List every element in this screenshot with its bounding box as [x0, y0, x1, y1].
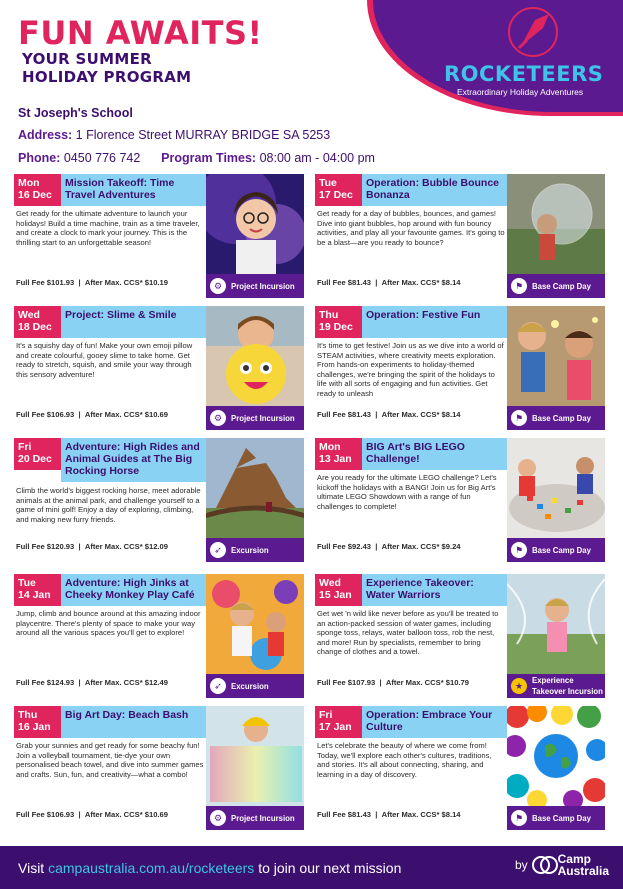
program-card [315, 438, 607, 562]
card-photo [507, 574, 605, 674]
card-title: Mission Takeoff: Time Travel Adventures [61, 174, 206, 206]
card-day: Mon [319, 441, 341, 453]
card-photo [507, 306, 605, 406]
card-description: It's a squishy day of fun! Make your own emoji pillow and create colourful, gooey slime to take home. Get ready to stretch, squish, and smile your way through this sensory adventure! [16, 341, 193, 379]
ccs-fee: After Max. CCS* $8.14 [381, 410, 461, 419]
card-description: Are you ready for the ultimate LEGO challenge? Let's kickoff the holidays with a BANG! Join us for Big Art's ultimate LEGO Showdown with a range of fun challenges to complete! [317, 473, 497, 511]
page-title: FUN AWAITS! [18, 14, 263, 52]
page-subtitle [22, 50, 191, 86]
card-type-line-1: Experience [532, 676, 574, 685]
card-photo [206, 706, 304, 806]
card-day: Fri [18, 441, 32, 453]
card-type-label: Base Camp Day [532, 545, 591, 555]
card-date [315, 306, 362, 338]
footer-cta [18, 860, 401, 876]
card-day: Thu [18, 709, 38, 721]
card-day-date: 20 Dec [18, 453, 52, 465]
card-fees: Full Fee $101.93 | After Max. CCS* $10.19 [16, 278, 168, 287]
full-fee: Full Fee $124.93 [16, 678, 75, 687]
card-type [507, 674, 605, 698]
card-type [507, 274, 605, 298]
header [0, 0, 623, 96]
address-label: Address: [18, 128, 73, 142]
card-date [315, 706, 362, 738]
program-card [315, 574, 607, 698]
full-fee: Full Fee $92.43 [317, 542, 372, 551]
card-fees: Full Fee $124.93 | After Max. CCS* $12.49 [16, 678, 168, 687]
card-photo [206, 306, 304, 406]
card-fees: Full Fee $81.43 | After Max. CCS* $8.14 [317, 410, 461, 419]
card-title: Adventure: High Rides and Animal Guides at The Big Rocking Horse [61, 438, 206, 482]
ccs-fee: After Max. CCS* $8.14 [381, 810, 461, 819]
card-date [315, 174, 362, 206]
card-description: Get ready for the ultimate adventure to launch your holidays! Build a time machine, train as a time traveler, and create a clock to mark your journey. This is the thrilling start to an unforgettable season! [16, 209, 200, 247]
camp-australia-icon [532, 854, 558, 876]
card-type [206, 806, 304, 830]
program-card [14, 574, 306, 698]
card-type [206, 406, 304, 430]
footer-by: by [514, 858, 528, 872]
flag-icon: ⚑ [511, 542, 527, 558]
card-photo [206, 438, 304, 538]
subtitle-line-2: HOLIDAY PROGRAM [22, 68, 192, 86]
full-fee: Full Fee $106.93 [16, 810, 75, 819]
card-day: Fri [319, 709, 333, 721]
card-description: Get ready for a day of bubbles, bounces, and games! Dive into giant bubbles, hop around with fun bouncy activities, and play all your favourite games. It's going to be a blast—are you ready to bounce? [317, 209, 505, 247]
card-type-label: Project Incursion [231, 813, 295, 823]
card-type [507, 406, 605, 430]
card-type-line-2: Takeover Incursion [532, 687, 603, 696]
card-date [315, 574, 362, 606]
card-description: It's time to get festive! Join us as we dive into a world of STEAM activities, where creativity meets exploration. From hands-on experiments to holiday-themed challenges, we're bringing the spirit of the holidays to life with all sorts of engaging and fun activities. Get ready to unleash [317, 341, 504, 398]
flag-icon: ⚑ [511, 410, 527, 426]
program-card [315, 306, 607, 430]
program-card [315, 174, 607, 298]
card-day: Tue [18, 577, 36, 589]
card-photo [206, 574, 304, 674]
card-type-label: Base Camp Day [532, 281, 591, 291]
card-title: Experience Takeover: Water Warriors [362, 574, 507, 606]
card-day: Mon [18, 177, 40, 189]
footer-visit: Visit [18, 860, 45, 876]
card-date [14, 174, 61, 206]
ccs-fee: After Max. CCS* $8.14 [381, 278, 461, 287]
card-date [14, 306, 61, 338]
card-fees: Full Fee $106.93 | After Max. CCS* $10.69 [16, 410, 168, 419]
ccs-fee: After Max. CCS* $10.69 [84, 810, 168, 819]
camp-line-1: Camp [557, 852, 591, 866]
phone-label: Phone: [18, 151, 61, 165]
card-fees: Full Fee $81.43 | After Max. CCS* $8.14 [317, 810, 461, 819]
brand-tagline: Extraordinary Holiday Adventures [457, 87, 584, 97]
footer-cta-text: to join our next mission [258, 860, 402, 876]
address-line [18, 128, 330, 142]
card-date [315, 438, 362, 470]
star-icon: ★ [511, 678, 527, 694]
footer-link[interactable]: campaustralia.com.au/rocketeers [48, 860, 255, 876]
card-day: Wed [319, 577, 341, 589]
camp-australia-name [558, 853, 609, 877]
program-card [14, 438, 306, 562]
card-type [206, 538, 304, 562]
full-fee: Full Fee $106.93 [16, 410, 75, 419]
times-label: Program Times: [161, 151, 257, 165]
program-card [315, 706, 607, 830]
full-fee: Full Fee $81.43 [317, 810, 372, 819]
times-value: 08:00 am - 04:00 pm [259, 151, 375, 165]
full-fee: Full Fee $120.93 [16, 542, 75, 551]
card-day-date: 17 Dec [319, 189, 353, 201]
rocket-small-icon: ➶ [210, 678, 226, 694]
card-type [206, 274, 304, 298]
card-type-label: Project Incursion [231, 281, 295, 291]
full-fee: Full Fee $81.43 [317, 278, 372, 287]
card-title: BIG Art's BIG LEGO Challenge! [362, 438, 507, 470]
card-type-label: Base Camp Day [532, 813, 591, 823]
card-day-date: 15 Jan [319, 589, 352, 601]
card-day-date: 18 Dec [18, 321, 52, 333]
card-type-label: Project Incursion [231, 413, 295, 423]
project-icon: ⚙ [210, 810, 226, 826]
card-title: Big Art Day: Beach Bash [61, 706, 206, 738]
card-description: Grab your sunnies and get ready for some beachy fun! Join a volleyball tournament, tie-dye your own personalised beach towel, and dive into summer games and crafts. Sun, fun, and creativity—what a combo! [16, 741, 204, 779]
project-icon: ⚙ [210, 410, 226, 426]
card-day: Thu [319, 309, 339, 321]
card-type-label: Base Camp Day [532, 413, 591, 423]
card-fees: Full Fee $107.93 | After Max. CCS* $10.79 [317, 678, 469, 687]
card-type [507, 806, 605, 830]
project-icon: ⚙ [210, 278, 226, 294]
card-date [14, 706, 61, 738]
flag-icon: ⚑ [511, 810, 527, 826]
card-day-date: 13 Jan [319, 453, 352, 465]
card-description: Climb the world's biggest rocking horse, meet adorable animals at the animal park, and challenge yourself to a game of mini golf! Enjoy a day of exploring, climbing, and making new furry friends. [16, 486, 201, 524]
card-type-label: Excursion [231, 545, 269, 555]
program-card [14, 706, 306, 830]
ccs-fee: After Max. CCS* $10.19 [84, 278, 168, 287]
card-fees: Full Fee $92.43 | After Max. CCS* $9.24 [317, 542, 461, 551]
card-day-date: 14 Jan [18, 589, 51, 601]
flag-icon: ⚑ [511, 278, 527, 294]
card-description: Jump, climb and bounce around at this amazing indoor playcentre. There's plenty of space to make your way around all the various spaces you'll get to explore! [16, 609, 201, 638]
camp-line-2: Australia [557, 864, 609, 878]
brand-name: ROCKETEERS [444, 62, 604, 86]
card-fees: Full Fee $120.93 | After Max. CCS* $12.09 [16, 542, 168, 551]
card-photo [507, 438, 605, 538]
card-type [507, 538, 605, 562]
card-title: Operation: Bubble Bounce Bonanza [362, 174, 507, 206]
ccs-fee: After Max. CCS* $10.79 [385, 678, 469, 687]
phone-value: 0450 776 742 [63, 151, 141, 165]
card-description: Get wet 'n wild like never before as you'll be treated to an action-packed session of water games, including sponge toss, relays, water balloon toss, rob the nest, and more! Run by specialists, remember to bring change of clothes and a towel. [317, 609, 499, 657]
card-fees: Full Fee $106.93 | After Max. CCS* $10.69 [16, 810, 168, 819]
card-date [14, 438, 61, 470]
school-name: St Joseph's School [18, 106, 133, 120]
card-description: Let's celebrate the beauty of where we come from! Today, we'll explore each other's cultures, traditions, and stories. It's all about connecting, sharing, and learning in a day of discovery. [317, 741, 492, 779]
card-photo [206, 174, 304, 274]
card-photo [507, 706, 605, 806]
ccs-fee: After Max. CCS* $10.69 [84, 410, 168, 419]
card-day-date: 19 Dec [319, 321, 353, 333]
card-title: Operation: Embrace Your Culture [362, 706, 507, 738]
ccs-fee: After Max. CCS* $9.24 [381, 542, 461, 551]
ccs-fee: After Max. CCS* $12.49 [84, 678, 168, 687]
address-value: 1 Florence Street MURRAY BRIDGE SA 5253 [75, 128, 331, 142]
card-day-date: 16 Dec [18, 189, 52, 201]
card-day-date: 16 Jan [18, 721, 51, 733]
camp-australia-logo [515, 853, 609, 877]
card-day: Wed [18, 309, 40, 321]
card-date [14, 574, 61, 606]
card-title: Adventure: High Jinks at Cheeky Monkey Play Café [61, 574, 206, 606]
subtitle-line-1: YOUR SUMMER [22, 50, 152, 68]
contact-line [18, 151, 375, 165]
card-title: Operation: Festive Fun [362, 306, 507, 338]
card-fees: Full Fee $81.43 | After Max. CCS* $8.14 [317, 278, 461, 287]
rocket-small-icon: ➶ [210, 542, 226, 558]
card-type-label: Excursion [231, 681, 269, 691]
full-fee: Full Fee $81.43 [317, 410, 372, 419]
card-photo [507, 174, 605, 274]
card-type [206, 674, 304, 698]
footer [0, 846, 623, 889]
program-card [14, 306, 306, 430]
card-title: Project: Slime & Smile [61, 306, 206, 338]
full-fee: Full Fee $107.93 [317, 678, 376, 687]
card-day-date: 17 Jan [319, 721, 352, 733]
rocket-icon [505, 6, 561, 58]
full-fee: Full Fee $101.93 [16, 278, 75, 287]
card-type-label [532, 675, 603, 697]
program-card [14, 174, 306, 298]
ccs-fee: After Max. CCS* $12.09 [84, 542, 168, 551]
card-day: Tue [319, 177, 337, 189]
